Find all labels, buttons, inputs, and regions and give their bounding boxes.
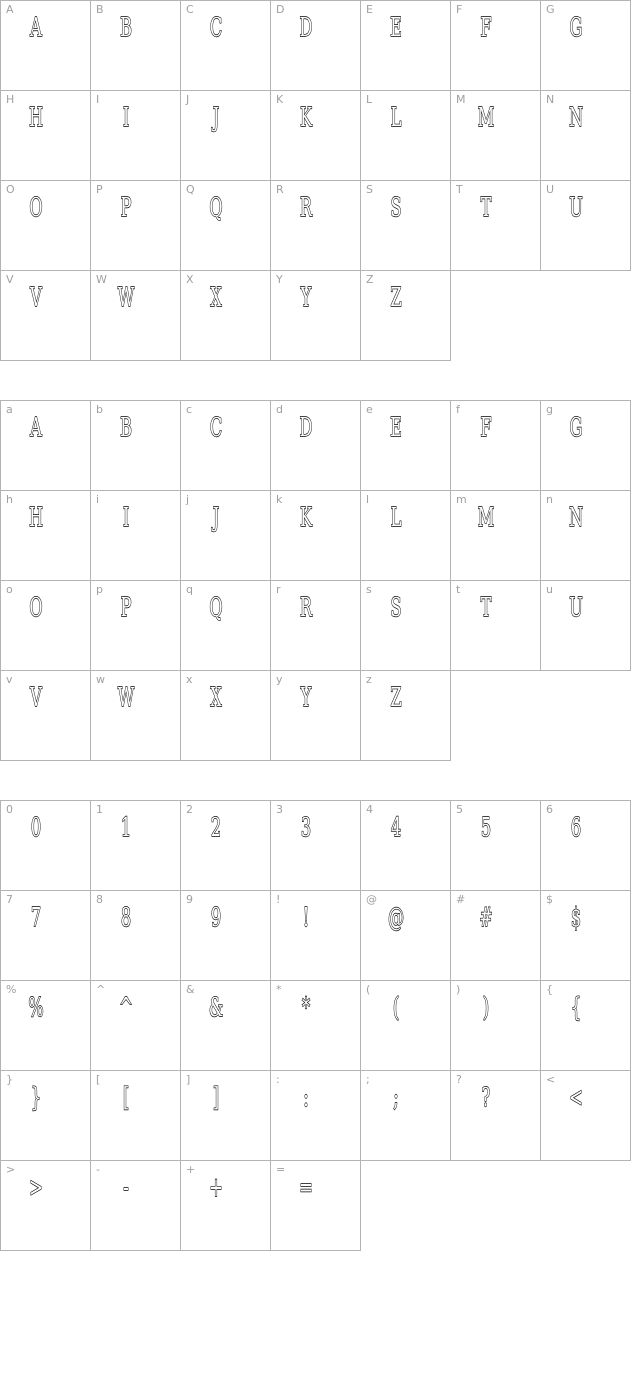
glyph-sample: ^: [119, 993, 133, 1023]
glyph-cell: [0, 180, 91, 271]
glyph-cell-label: L: [366, 93, 373, 106]
glyph-cell-label: O: [6, 183, 15, 196]
glyph-cell: [450, 980, 541, 1071]
glyph-sample: 3: [300, 813, 312, 843]
glyph-sample: Q: [209, 593, 223, 623]
glyph-cell: [270, 400, 361, 491]
glyph-cell-label: H: [6, 93, 15, 106]
glyph-cell-label: j: [186, 493, 190, 506]
glyph-sample: 2: [210, 813, 222, 843]
glyph-cell-label: %: [6, 983, 17, 996]
glyph-cell-label: U: [546, 183, 555, 196]
glyph-cell-label: ): [456, 983, 461, 996]
glyph-cell-label: 9: [186, 893, 193, 906]
glyph-cell-label: o: [6, 583, 13, 596]
glyph-sample: %: [28, 993, 44, 1023]
glyph-cell-label: r: [276, 583, 281, 596]
glyph-cell: [0, 90, 91, 181]
glyph-sample: *: [301, 993, 311, 1023]
glyph-cell: [540, 0, 631, 91]
glyph-cell-label: #: [456, 893, 466, 906]
glyph-sample: A: [30, 13, 42, 43]
glyph-sample: X: [210, 683, 222, 713]
glyph-cell-label: C: [186, 3, 194, 16]
glyph-sample: F: [480, 13, 492, 43]
glyph-cell-label: ;: [366, 1073, 370, 1086]
glyph-cell-label: 6: [546, 803, 553, 816]
glyph-cell: [180, 800, 271, 891]
glyph-sample: F: [480, 413, 492, 443]
glyph-sample: Z: [390, 683, 402, 713]
glyph-sample: C: [209, 13, 223, 43]
glyph-cell-label: :: [276, 1073, 280, 1086]
glyph-cell: [180, 580, 271, 671]
glyph-cell: [90, 890, 181, 981]
glyph-cell: [450, 0, 541, 91]
glyph-cell-label: m: [456, 493, 467, 506]
glyph-cell: [450, 180, 541, 271]
glyph-cell-label: 8: [96, 893, 103, 906]
glyph-cell-label: y: [276, 673, 283, 686]
glyph-cell: [90, 270, 181, 361]
glyph-cell-label: }: [6, 1073, 13, 1086]
glyph-cell-label: i: [96, 493, 100, 506]
glyph-cell: [180, 400, 271, 491]
glyph-cell: [180, 980, 271, 1071]
glyph-sample: O: [29, 593, 43, 623]
glyph-sample: B: [120, 413, 132, 443]
glyph-sample: ]: [212, 1083, 220, 1113]
glyph-sample: R: [299, 193, 313, 223]
glyph-cell-label: d: [276, 403, 283, 416]
glyph-sample: O: [29, 193, 43, 223]
glyph-cell: [0, 490, 91, 581]
glyph-cell: [270, 490, 361, 581]
glyph-cell-label: +: [186, 1163, 196, 1176]
glyph-sample: 1: [120, 813, 132, 843]
glyph-sample: Z: [390, 283, 402, 313]
glyph-cell: [90, 400, 181, 491]
glyph-sample: 7: [30, 903, 42, 933]
glyph-cell-label: E: [366, 3, 373, 16]
glyph-sample: <: [569, 1083, 583, 1113]
glyph-sample: M: [477, 103, 495, 133]
glyph-cell: [360, 90, 451, 181]
glyph-cell-label: {: [546, 983, 553, 996]
glyph-cell-label: u: [546, 583, 553, 596]
glyph-cell-label: z: [366, 673, 372, 686]
glyph-cell: [360, 670, 451, 761]
glyph-sample: R: [299, 593, 313, 623]
glyph-cell-label: 7: [6, 893, 13, 906]
glyph-cell-label: >: [6, 1163, 16, 1176]
glyph-cell-label: h: [6, 493, 13, 506]
glyph-cell-label: 5: [456, 803, 463, 816]
glyph-cell: [0, 1070, 91, 1161]
glyph-cell-label: t: [456, 583, 461, 596]
glyph-sample: -: [123, 1173, 129, 1203]
glyph-sample: &: [208, 993, 224, 1023]
glyph-cell-label: 2: [186, 803, 193, 816]
glyph-cell-label: v: [6, 673, 13, 686]
glyph-cell-label: S: [366, 183, 373, 196]
glyph-sample: M: [477, 503, 495, 533]
glyph-cell: [450, 1070, 541, 1161]
glyph-cell: [270, 670, 361, 761]
glyph-cell-label: <: [546, 1073, 556, 1086]
glyph-cell-label: 1: [96, 803, 103, 816]
glyph-cell-label: K: [276, 93, 284, 106]
glyph-cell-label: f: [456, 403, 460, 416]
glyph-sample: X: [210, 283, 222, 313]
glyph-cell: [360, 800, 451, 891]
glyph-sample: :: [303, 1083, 309, 1113]
glyph-cell: [360, 0, 451, 91]
glyph-cell: [270, 1160, 361, 1251]
glyph-sample: [: [122, 1083, 130, 1113]
glyph-cell: [270, 0, 361, 91]
glyph-cell: [90, 670, 181, 761]
glyph-sample: J: [212, 103, 220, 133]
glyph-sample: +: [209, 1173, 223, 1203]
glyph-cell-label: [: [96, 1073, 101, 1086]
glyph-cell: [360, 180, 451, 271]
glyph-sample: L: [390, 103, 402, 133]
glyph-cell: [540, 1070, 631, 1161]
glyph-cell-label: ]: [186, 1073, 191, 1086]
uppercase-glyph-grid: [0, 0, 630, 360]
glyph-cell: [180, 1160, 271, 1251]
glyph-cell: [450, 400, 541, 491]
glyph-sample: (: [392, 993, 400, 1023]
glyph-sample: 8: [120, 903, 132, 933]
glyph-sample: #: [479, 903, 493, 933]
glyph-cell-label: w: [96, 673, 105, 686]
glyph-cell-label: Y: [276, 273, 283, 286]
glyph-cell: [90, 1070, 181, 1161]
glyph-cell: [180, 90, 271, 181]
glyph-cell: [180, 490, 271, 581]
glyph-cell: [360, 890, 451, 981]
glyph-cell: [270, 980, 361, 1071]
glyph-cell-label: q: [186, 583, 193, 596]
glyph-sample: E: [390, 413, 402, 443]
glyph-sample: W: [117, 283, 135, 313]
glyph-cell: [90, 490, 181, 581]
glyph-cell: [180, 890, 271, 981]
glyph-cell-label: g: [546, 403, 553, 416]
glyph-cell-label: =: [276, 1163, 286, 1176]
glyph-cell: [0, 1160, 91, 1251]
glyph-sample: N: [568, 103, 584, 133]
glyph-cell: [540, 490, 631, 581]
glyph-sample: L: [390, 503, 402, 533]
glyph-sample: 6: [570, 813, 582, 843]
glyph-sample: C: [209, 413, 223, 443]
glyph-cell-label: 4: [366, 803, 373, 816]
glyph-sample: G: [569, 413, 583, 443]
glyph-sample: D: [299, 13, 313, 43]
glyph-cell-label: Z: [366, 273, 374, 286]
glyph-sample: T: [480, 193, 492, 223]
glyph-cell-label: $: [546, 893, 553, 906]
glyph-sample: Y: [300, 283, 312, 313]
glyph-sample: >: [29, 1173, 43, 1203]
glyph-cell: [270, 890, 361, 981]
glyph-cell-label: X: [186, 273, 194, 286]
glyph-cell: [90, 580, 181, 671]
glyph-sample: S: [390, 193, 402, 223]
glyph-cell: [450, 90, 541, 181]
glyph-sample: T: [480, 593, 492, 623]
glyph-cell-label: a: [6, 403, 13, 416]
glyph-cell: [90, 800, 181, 891]
glyph-sample: P: [120, 193, 132, 223]
glyph-cell: [270, 580, 361, 671]
glyph-sample: U: [569, 593, 583, 623]
glyph-sample: ): [482, 993, 490, 1023]
glyph-sample: }: [30, 1083, 42, 1113]
glyph-sample: $: [570, 903, 582, 933]
glyph-sample: A: [30, 413, 42, 443]
glyph-cell: [360, 270, 451, 361]
glyph-cell-label: c: [186, 403, 193, 416]
glyph-cell-label: ^: [96, 983, 106, 996]
glyph-sample: V: [30, 283, 42, 313]
glyph-sample: N: [568, 503, 584, 533]
glyph-cell-label: V: [6, 273, 14, 286]
glyph-sample: D: [299, 413, 313, 443]
glyph-cell: [0, 400, 91, 491]
glyph-cell-label: k: [276, 493, 283, 506]
glyph-sample: B: [120, 13, 132, 43]
glyph-sample: H: [28, 103, 44, 133]
glyph-cell: [180, 670, 271, 761]
glyph-cell-label: M: [456, 93, 466, 106]
glyph-cell-label: A: [6, 3, 14, 16]
glyph-sample: 9: [210, 903, 222, 933]
glyph-sample: G: [569, 13, 583, 43]
glyph-cell-label: ?: [456, 1073, 462, 1086]
glyph-sample: !: [302, 903, 310, 933]
glyph-cell: [540, 180, 631, 271]
glyph-cell: [0, 800, 91, 891]
glyph-sample: 4: [390, 813, 402, 843]
glyph-sample: ?: [481, 1083, 491, 1113]
glyph-cell: [180, 0, 271, 91]
glyph-cell: [450, 890, 541, 981]
glyph-sample: 5: [480, 813, 492, 843]
glyph-sample: =: [299, 1173, 313, 1203]
symbols-glyph-grid: [0, 800, 630, 1250]
glyph-cell-label: R: [276, 183, 284, 196]
glyph-sample: Y: [300, 683, 312, 713]
glyph-cell-label: 0: [6, 803, 13, 816]
glyph-cell-label: b: [96, 403, 103, 416]
glyph-cell: [90, 90, 181, 181]
glyph-sample: Q: [209, 193, 223, 223]
glyph-cell-label: I: [96, 93, 100, 106]
glyph-cell: [180, 180, 271, 271]
glyph-cell: [0, 270, 91, 361]
glyph-cell: [540, 400, 631, 491]
glyph-cell: [360, 580, 451, 671]
glyph-cell-label: &: [186, 983, 195, 996]
glyph-sample: ;: [393, 1083, 399, 1113]
glyph-sample: @: [387, 903, 405, 933]
glyph-cell-label: l: [366, 493, 370, 506]
glyph-cell: [270, 180, 361, 271]
glyph-cell-label: 3: [276, 803, 283, 816]
glyph-cell-label: x: [186, 673, 193, 686]
glyph-cell-label: s: [366, 583, 372, 596]
glyph-cell: [0, 980, 91, 1071]
glyph-cell-label: Q: [186, 183, 195, 196]
glyph-sample: P: [120, 593, 132, 623]
glyph-cell: [270, 90, 361, 181]
glyph-cell: [270, 1070, 361, 1161]
glyph-sample: 0: [30, 813, 42, 843]
glyph-sample: K: [299, 503, 313, 533]
glyph-cell: [0, 890, 91, 981]
glyph-sample: E: [390, 13, 402, 43]
glyph-cell-label: D: [276, 3, 285, 16]
glyph-cell: [540, 800, 631, 891]
glyph-cell: [90, 1160, 181, 1251]
glyph-cell: [450, 490, 541, 581]
glyph-cell-label: e: [366, 403, 373, 416]
glyph-sample: K: [299, 103, 313, 133]
glyph-cell-label: !: [276, 893, 281, 906]
glyph-sample: V: [30, 683, 42, 713]
glyph-cell: [360, 400, 451, 491]
glyph-cell: [270, 800, 361, 891]
glyph-cell: [540, 580, 631, 671]
glyph-cell-label: *: [276, 983, 282, 996]
glyph-cell: [180, 270, 271, 361]
glyph-cell: [360, 1070, 451, 1161]
glyph-cell: [270, 270, 361, 361]
glyph-sample: S: [390, 593, 402, 623]
glyph-cell: [540, 890, 631, 981]
glyph-sample: W: [117, 683, 135, 713]
glyph-sample: I: [122, 103, 130, 133]
glyph-cell: [360, 980, 451, 1071]
glyph-cell-label: p: [96, 583, 103, 596]
glyph-cell-label: @: [366, 893, 377, 906]
glyph-cell-label: P: [96, 183, 103, 196]
glyph-cell: [90, 0, 181, 91]
glyph-cell-label: G: [546, 3, 555, 16]
glyph-cell-label: J: [186, 93, 190, 106]
glyph-cell: [0, 0, 91, 91]
glyph-sample: {: [570, 993, 582, 1023]
glyph-cell-label: -: [96, 1163, 100, 1176]
glyph-cell: [0, 580, 91, 671]
glyph-cell: [540, 90, 631, 181]
glyph-cell: [90, 180, 181, 271]
glyph-cell-label: n: [546, 493, 553, 506]
glyph-cell: [450, 580, 541, 671]
glyph-cell: [450, 800, 541, 891]
glyph-cell-label: (: [366, 983, 371, 996]
lowercase-glyph-grid: [0, 400, 630, 760]
glyph-cell: [0, 670, 91, 761]
glyph-cell-label: N: [546, 93, 555, 106]
glyph-cell-label: T: [456, 183, 463, 196]
glyph-cell-label: W: [96, 273, 107, 286]
glyph-sample: H: [28, 503, 44, 533]
glyph-cell-label: B: [96, 3, 104, 16]
glyph-cell: [540, 980, 631, 1071]
glyph-sample: J: [212, 503, 220, 533]
glyph-cell: [90, 980, 181, 1071]
glyph-cell-label: F: [456, 3, 463, 16]
glyph-cell: [360, 490, 451, 581]
glyph-sample: I: [122, 503, 130, 533]
glyph-cell: [180, 1070, 271, 1161]
glyph-sample: U: [569, 193, 583, 223]
